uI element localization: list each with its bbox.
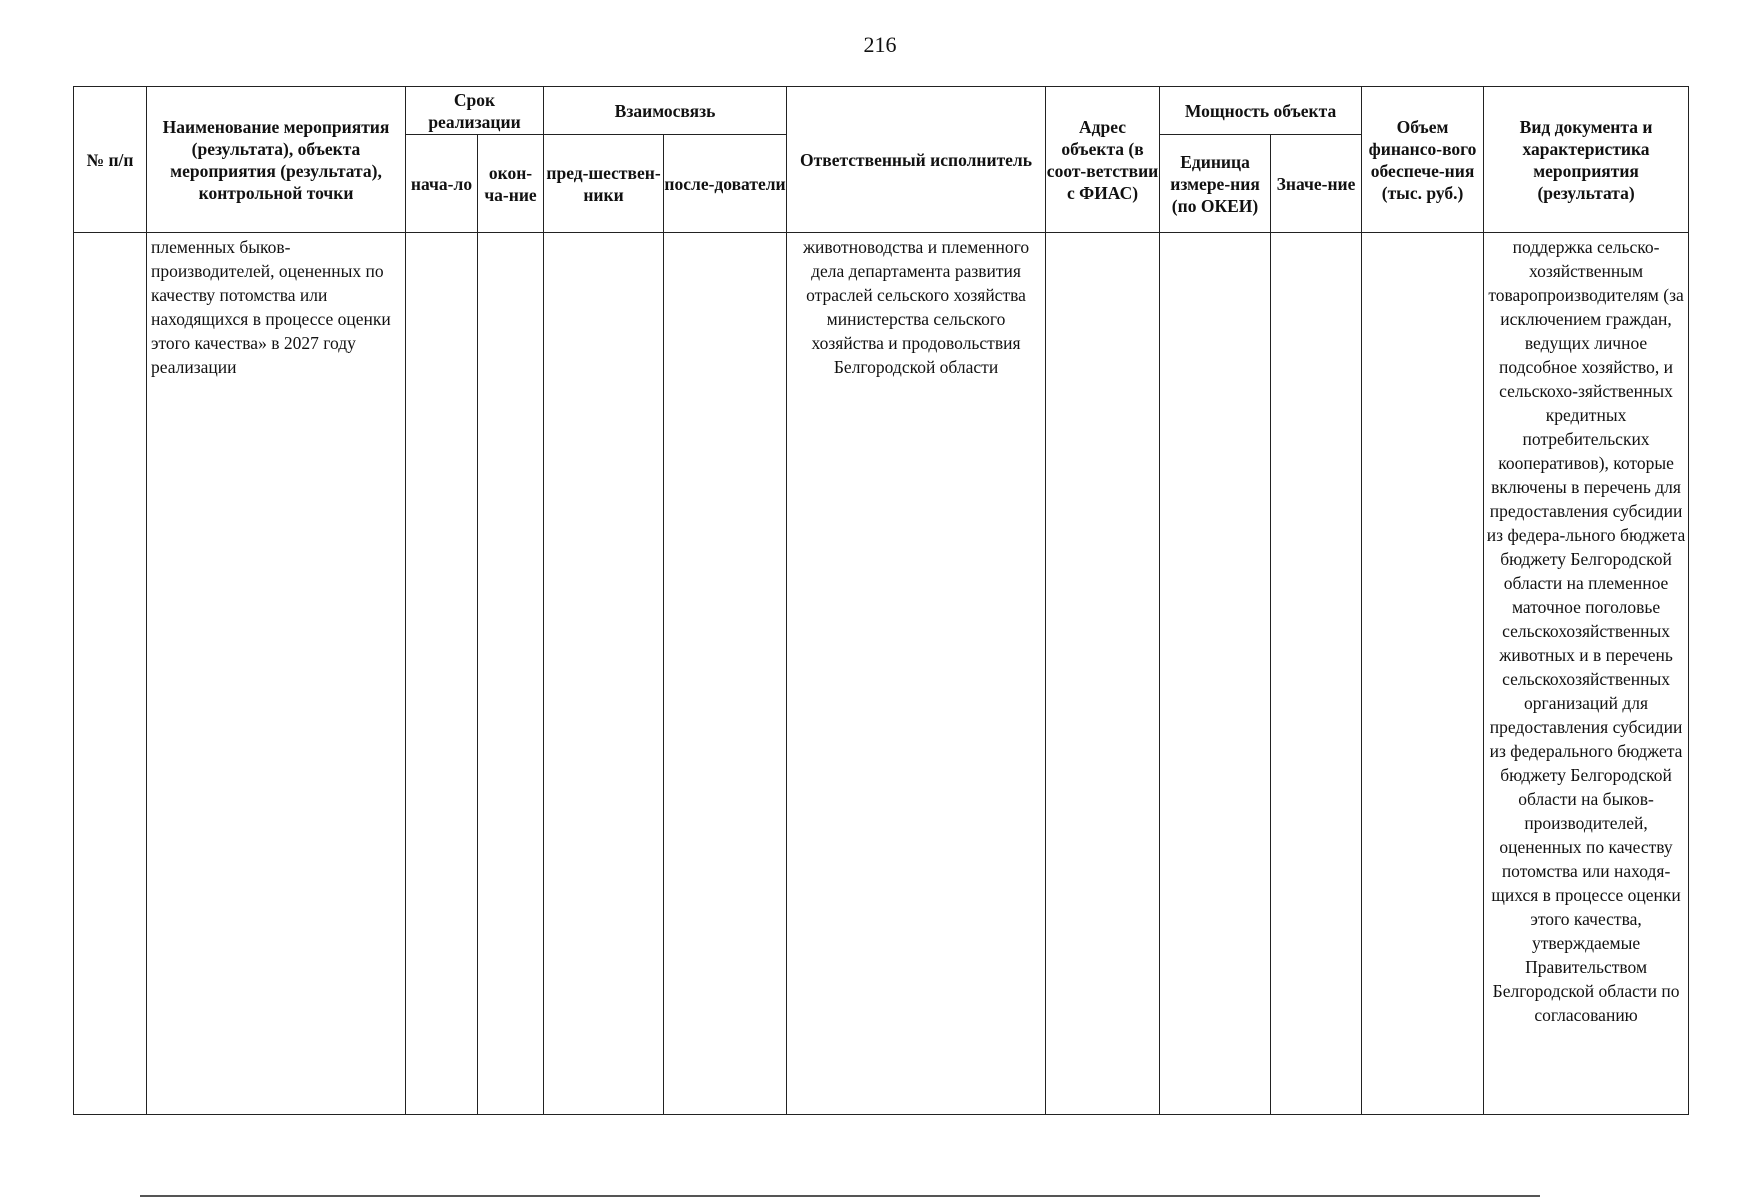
measures-table xyxy=(73,86,1689,1115)
header-name: Наименование мероприятия (результата), объекта мероприятия (результата), контрольной точки xyxy=(147,87,406,233)
cell-address xyxy=(1046,233,1160,1115)
header-executor: Ответственный исполнитель xyxy=(787,87,1046,233)
page-number: 216 xyxy=(863,32,897,57)
header-term: Срок реализации xyxy=(406,87,544,135)
cell-prev xyxy=(544,233,664,1115)
table-row xyxy=(74,233,1689,1115)
cell-unit xyxy=(1160,233,1271,1115)
cell-value xyxy=(1271,233,1362,1115)
header-address: Адрес объекта (в соот-ветствии с ФИАС) xyxy=(1046,87,1160,233)
header-doc: Вид документа и характеристика мероприятия (результата) xyxy=(1484,87,1689,233)
cell-funding xyxy=(1362,233,1484,1115)
cell-next xyxy=(664,233,787,1115)
header-capacity: Мощность объекта xyxy=(1160,87,1362,135)
footer-divider xyxy=(140,1195,1540,1197)
header-link: Взаимосвязь xyxy=(544,87,787,135)
cell-start xyxy=(406,233,478,1115)
header-link-prev: пред-шествен-ники xyxy=(544,135,664,233)
header-term-end: окон-ча-ние xyxy=(478,135,544,233)
header-term-start: нача-ло xyxy=(406,135,478,233)
header-funding: Объем финансо-вого обеспече-ния (тыс. руб.) xyxy=(1362,87,1484,233)
cell-num xyxy=(74,233,147,1115)
cell-doc: поддержка сельско-хозяйственным товаропроизводителям (за исключением граждан, ведущих личное подсобное хозяйство, и сельскохо-зяйственных кредитных потребительских кооперативов), которые включены в перечень для предоставления субсидии из федера-льного бюджета бюджету Белгородской области на племенное маточное поголовье сельскохозяйственных животных и в перечень сельскохозяйственных организаций для предоставления субсидии из федерального бюджета бюджету Белгородской области на быков-производителей, оцененных по качеству потомства или находя-щихся в процессе оценки этого качества, утверждаемые Правительством Белгородской области по согласованию xyxy=(1484,233,1689,1115)
cell-executor: животноводства и племенного дела департамента развития отраслей сельского хозяйства министерства сельского хозяйства и продовольствия Белгородской области xyxy=(787,233,1046,1115)
header-capacity-unit: Единица измере-ния (по ОКЕИ) xyxy=(1160,135,1271,233)
header-link-next: после-дователи xyxy=(664,135,787,233)
header-capacity-value: Значе-ние xyxy=(1271,135,1362,233)
cell-end xyxy=(478,233,544,1115)
cell-name: племенных быков-производителей, оцененных по качеству потомства или находящихся в процессе оценки этого качества» в 2027 году реализации xyxy=(147,233,406,1115)
header-num: № п/п xyxy=(74,87,147,233)
